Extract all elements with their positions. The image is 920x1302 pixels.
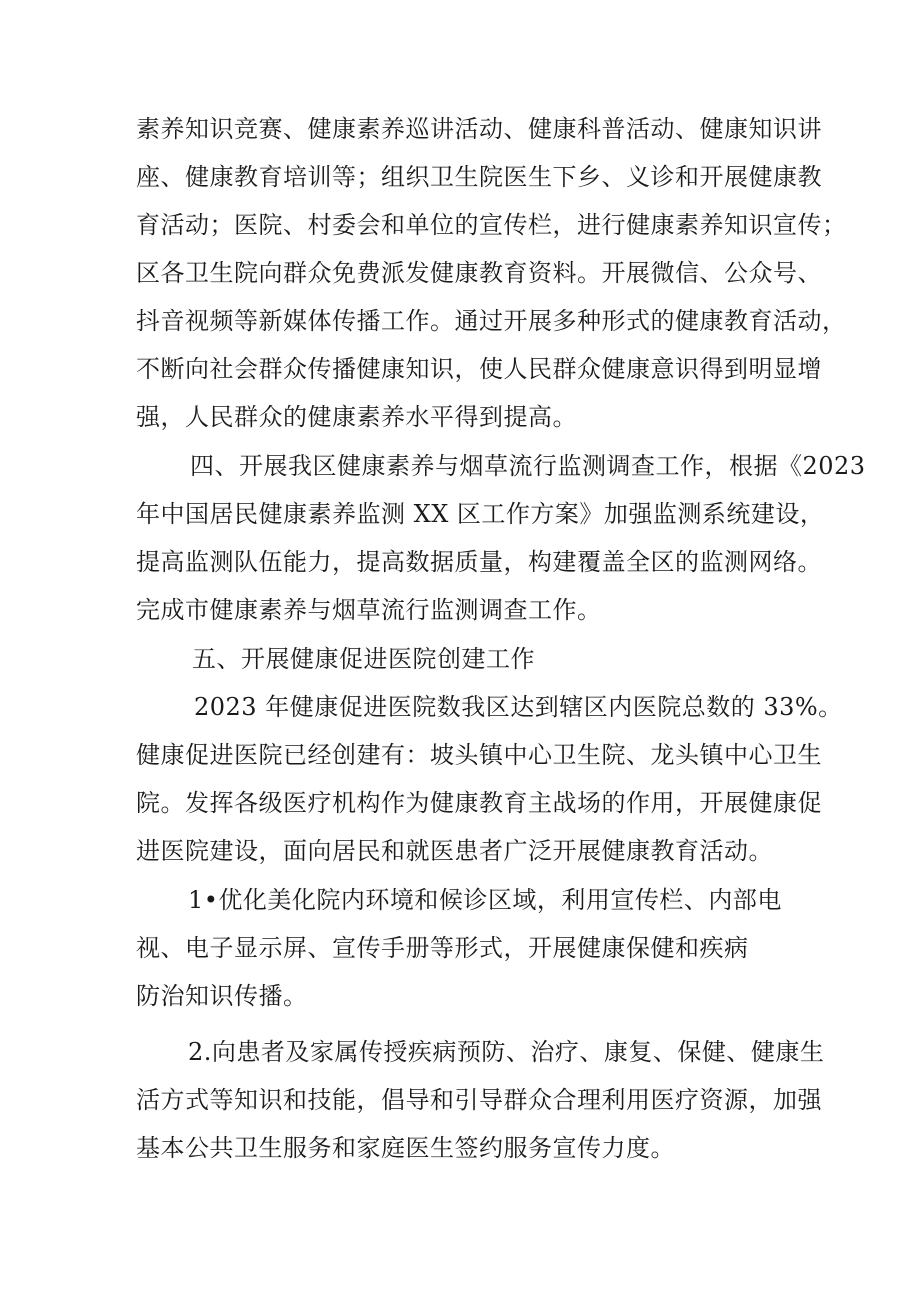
paragraph-line: 活方式等知识和技能，倡导和引导群众合理利用医疗资源，加强 [136,1086,822,1114]
paragraph-line: 年中国居民健康素养监测 XX 区工作方案》加强监测系统建设， [136,500,825,528]
paragraph-line: 完成市健康素养与烟草流行监测调查工作。 [136,596,602,624]
paragraph-line: 区各卫生院向群众免费派发健康教育资料。开展微信、公众号、 [136,259,822,287]
paragraph-line: 素养知识竞赛、健康素养巡讲活动、健康科普活动、健康知识讲 [136,115,822,143]
list-item-1-line: 1•优化美化院内环境和候诊区域，利用宣传栏、内部电 [188,886,782,914]
paragraph-line: 提高监测队伍能力，提高数据质量，构建覆盖全区的监测网络。 [136,548,822,576]
paragraph-line: 抖音视频等新媒体传播工作。通过开展多种形式的健康教育活动， [136,307,847,335]
paragraph-line: 健康促进医院已经创建有：坡头镇中心卫生院、龙头镇中心卫生 [136,741,822,769]
paragraph-line: 不断向社会群众传播健康知识，使人民群众健康意识得到明显增 [136,355,822,383]
paragraph-line: 2023 年健康促进医院数我区达到辖区内医院总数的 33%。 [194,693,843,721]
paragraph-line: 育活动；医院、村委会和单位的宣传栏，进行健康素养知识宣传； [136,211,847,239]
paragraph-line: 进医院建设，面向居民和就医患者广泛开展健康教育活动。 [136,837,773,865]
paragraph-line: 防治知识传播。 [136,982,308,1010]
paragraph-line: 视、电子显示屏、宣传手册等形式，开展健康保健和疾病 [136,934,749,962]
section-5-heading: 五、开展健康促进医院创建工作 [192,645,535,673]
paragraph-line: 强，人民群众的健康素养水平得到提高。 [136,403,577,431]
list-item-2-line: 2.向患者及家属传授疾病预防、治疗、康复、保健、健康生 [188,1038,825,1066]
section-4-heading-line: 四、开展我区健康素养与烟草流行监测调查工作，根据《2023 [190,452,866,480]
paragraph-line: 基本公共卫生服务和家庭医生签约服务宣传力度。 [136,1134,675,1162]
paragraph-line: 院。发挥各级医疗机构作为健康教育主战场的作用，开展健康促 [136,789,822,817]
paragraph-line: 座、健康教育培训等；组织卫生院医生下乡、义诊和开展健康教 [136,163,822,191]
